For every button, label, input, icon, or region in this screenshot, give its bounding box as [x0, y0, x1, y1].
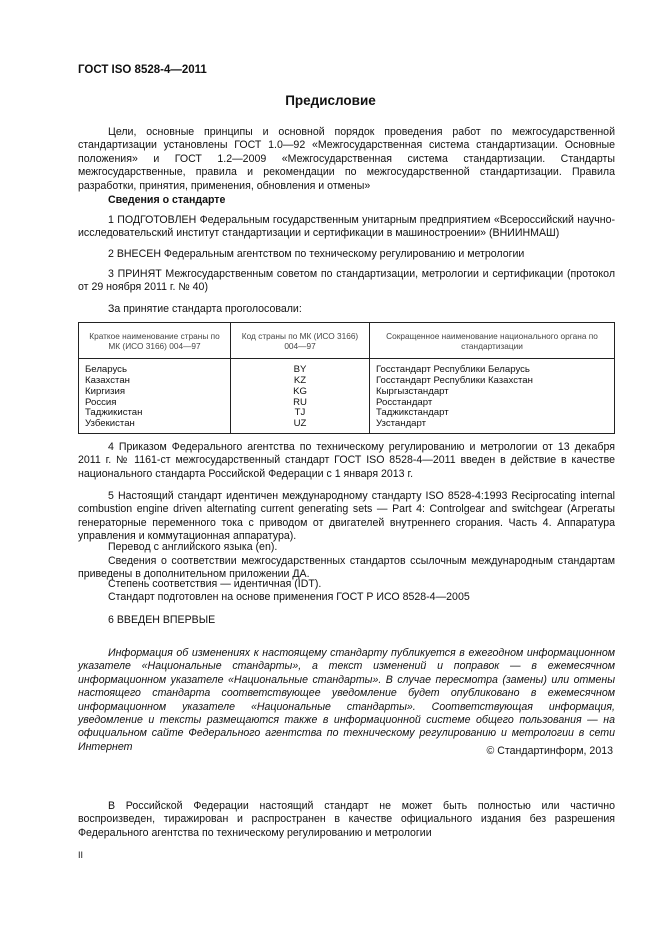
item-5-references: Сведения о соответствии межгосударственных стандартов ссылочным международным стандартам приведены в дополнительном приложении ДА.: [78, 555, 615, 581]
code-cell: RU: [231, 398, 370, 409]
code-cell: UZ: [231, 419, 370, 433]
intro-paragraph: Цели, основные принципы и основной порядок проведения работ по межгосударственной стандартизации установлены ГОСТ 1.0—92 «Межгосударственная система стандартизации. Основные положения» и ГОСТ 1.2—2009 «Межгосударственная система стандартизации. Стандарты межгосударственные, правила и рекомендации по межгосударственной стандартизации. Правила разработки, принятия, применения, обновления и отмены»: [78, 126, 615, 192]
section-title: Сведения о стандарте: [108, 194, 226, 206]
col-code-header: Код страны по МК (ИСО 3166) 004—97: [231, 323, 370, 359]
body-cell: Таджикстандарт: [370, 408, 615, 419]
country-cell: Узбекистан: [79, 419, 231, 433]
table-row: [79, 408, 615, 419]
table-row: [79, 398, 615, 409]
table-row: [79, 376, 615, 387]
table-row: [79, 387, 615, 398]
legal-notice: В Российской Федерации настоящий стандарт не может быть полностью или частично воспроизведен, тиражирован и распространен в качестве официального издания без разрешения Федерального агентства по техническому регулированию и метрологии: [78, 800, 615, 839]
page-number: II: [78, 850, 84, 860]
col-country-header: Краткое наименование страны по МК (ИСО 3166) 004—97: [79, 323, 231, 359]
country-cell: Россия: [79, 398, 231, 409]
item-4: 4 Приказом Федерального агентства по техническому регулированию и метрологии от 13 декабря 2011 г. № 1161-ст межгосударственный стандарт ГОСТ ISO 8528-4—2011 введен в действие в качестве национального стандарта Российской Федерации с 1 января 2013 г.: [78, 441, 615, 480]
change-notice: Информация об изменениях к настоящему стандарту публикуется в ежегодном информационном указателе «Национальные стандарты», а текст изменений и поправок — в ежемесячном информационном указателе «Национальные стандарты». В случае пересмотра (замены) или отмены настоящего стандарта соответствующее уведомление будет опубликовано в ежемесячном информационном указателе «Национальные стандарты». Соответствующая информация, уведомление и тексты размещаются также в информационной системе общего пользования — на официальном сайте Федерального агентства по техническому регулированию и метрологии в сети Интернет: [78, 647, 615, 753]
table-row: [79, 359, 615, 376]
item-5-translation: Перевод с английского языка (en).: [108, 541, 278, 553]
body-cell: Росстандарт: [370, 398, 615, 409]
country-cell: Казахстан: [79, 376, 231, 387]
body-cell: Госстандарт Республики Беларусь: [370, 359, 615, 376]
item-1: 1 ПОДГОТОВЛЕН Федеральным государственным унитарным предприятием «Всероссийский научно-исследовательский институт стандартизации и сертификации в машиностроении» (ВНИИНМАШ): [78, 214, 615, 240]
body-cell: Госстандарт Республики Казахстан: [370, 376, 615, 387]
table-header-row: [79, 323, 615, 359]
code-cell: KZ: [231, 376, 370, 387]
copyright: © Стандартинформ, 2013: [486, 745, 613, 757]
item-5-degree: Степень соответствия — идентичная (IDT).: [108, 578, 322, 590]
country-cell: Киргизия: [79, 387, 231, 398]
col-body-header: Сокращенное наименование национального органа по стандартизации: [370, 323, 615, 359]
country-cell: Таджикистан: [79, 408, 231, 419]
item-6: 6 ВВЕДЕН ВПЕРВЫЕ: [108, 614, 216, 626]
item-5: 5 Настоящий стандарт идентичен международному стандарту ISO 8528-4:1993 Reciprocating internal combustion engine driven alternating current generating sets — Part 4: Controlgear and switchgear (Агрегаты генераторные переменного тока с приводом от двигателей внутреннего сгорания. Часть 4. Аппаратура управления и коммутационная аппаратура).: [78, 490, 615, 543]
table-row: [79, 419, 615, 433]
voting-table: [78, 322, 615, 434]
code-cell: BY: [231, 359, 370, 376]
code-cell: KG: [231, 387, 370, 398]
country-cell: Беларусь: [79, 359, 231, 376]
body-cell: Кыргызстандарт: [370, 387, 615, 398]
item-5-basis: Стандарт подготовлен на основе применения ГОСТ Р ИСО 8528-4—2005: [108, 591, 470, 603]
vote-intro: За принятие стандарта проголосовали:: [108, 303, 302, 315]
document-header: ГОСТ ISO 8528-4—2011: [78, 64, 207, 76]
item-3: 3 ПРИНЯТ Межгосударственным советом по стандартизации, метрологии и сертификации (протокол от 29 ноября 2011 г. № 40): [78, 268, 615, 294]
item-2: 2 ВНЕСЕН Федеральным агентством по техническому регулированию и метрологии: [108, 248, 525, 260]
body-cell: Узстандарт: [370, 419, 615, 433]
code-cell: TJ: [231, 408, 370, 419]
page-title: Предисловие: [285, 93, 376, 108]
